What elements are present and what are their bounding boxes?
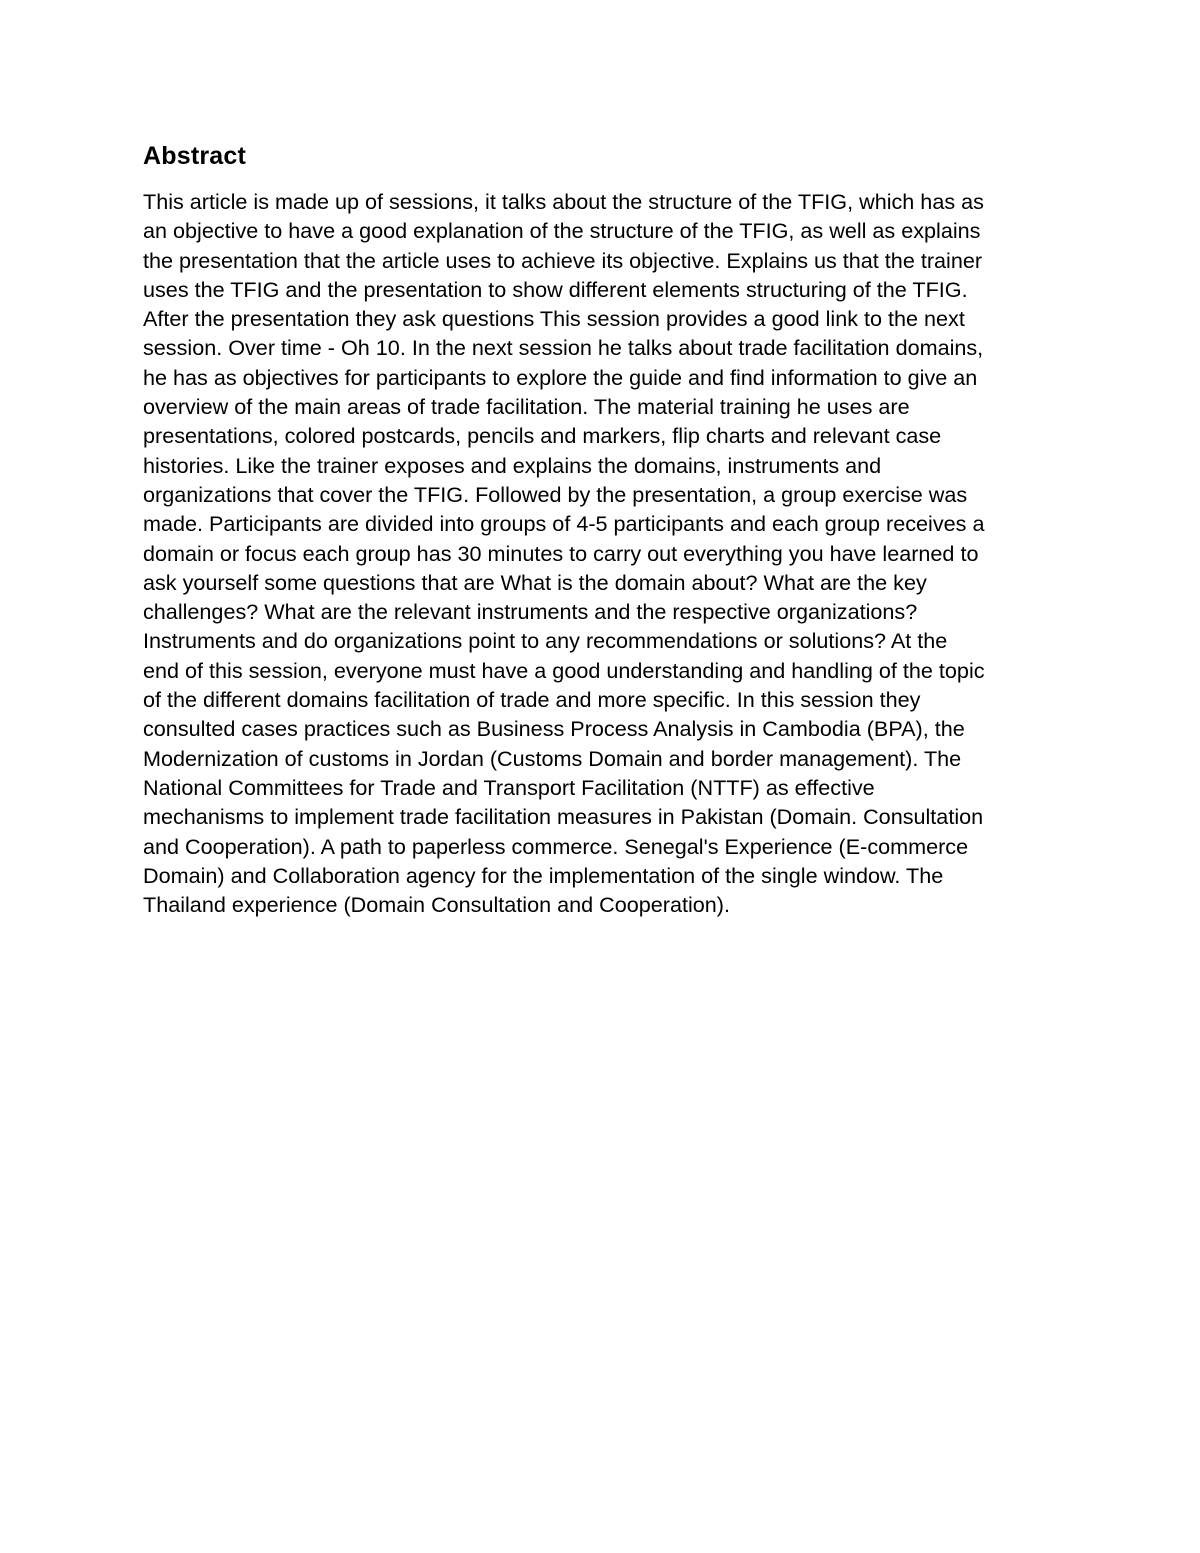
paragraph-line: ask yourself some questions that are What is the domain about? What are the key [143, 569, 927, 595]
paragraph-line: consulted cases practices such as Business Process Analysis in Cambodia (BPA), the [143, 716, 965, 742]
paragraph-line: Instruments and do organizations point to any recommendations or solutions? At the [143, 628, 948, 654]
paragraph-line: National Committees for Trade and Transport Facilitation (NTTF) as effective [143, 774, 875, 800]
abstract-heading: Abstract [143, 142, 247, 170]
paragraph-line: organizations that cover the TFIG. Followed by the presentation, a group exercise was [143, 481, 968, 507]
paragraph-line: he has as objectives for participants to explore the guide and find information to give an [143, 364, 978, 390]
paragraph-line: Modernization of customs in Jordan (Customs Domain and border management). The [143, 745, 962, 771]
paragraph-line: mechanisms to implement trade facilitation measures in Pakistan (Domain. Consultation [143, 804, 984, 830]
paragraph-line: and Cooperation). A path to paperless commerce. Senegal's Experience (E-commerce [143, 833, 969, 859]
paragraph-line: challenges? What are the relevant instruments and the respective organizations? [143, 599, 918, 625]
paragraph-line: Domain) and Collaboration agency for the implementation of the single window. The [143, 862, 944, 888]
paragraph-line: After the presentation they ask questions This session provides a good link to the next [143, 306, 965, 332]
abstract-paragraph [143, 187, 1083, 919]
paragraph-line: of the different domains facilitation of trade and more specific. In this session they [143, 687, 921, 713]
paragraph-line: domain or focus each group has 30 minutes to carry out everything you have learned to [143, 540, 979, 566]
paragraph-line: end of this session, everyone must have a good understanding and handling of the topic [143, 657, 985, 683]
paragraph-line: This article is made up of sessions, it talks about the structure of the TFIG, which has as [143, 189, 984, 214]
paragraph-line: made. Participants are divided into groups of 4-5 participants and each group receives a [143, 511, 985, 537]
paragraph-line: an objective to have a good explanation of the structure of the TFIG, as well as explains [143, 218, 981, 244]
paragraph-line: Thailand experience (Domain Consultation and Cooperation). [143, 892, 730, 918]
document-content [143, 138, 1083, 919]
paragraph-line: uses the TFIG and the presentation to show different elements structuring of the TFIG. [143, 276, 968, 302]
paragraph-line: the presentation that the article uses to achieve its objective. Explains us that the trainer [143, 247, 983, 273]
paragraph-line: session. Over time - Oh 10. In the next session he talks about trade facilitation domains, [143, 335, 984, 361]
paragraph-line: overview of the main areas of trade facilitation. The material training he uses are [143, 394, 910, 420]
paragraph-line: presentations, colored postcards, pencils and markers, flip charts and relevant case [143, 423, 942, 449]
paragraph-line: histories. Like the trainer exposes and explains the domains, instruments and [143, 452, 882, 478]
